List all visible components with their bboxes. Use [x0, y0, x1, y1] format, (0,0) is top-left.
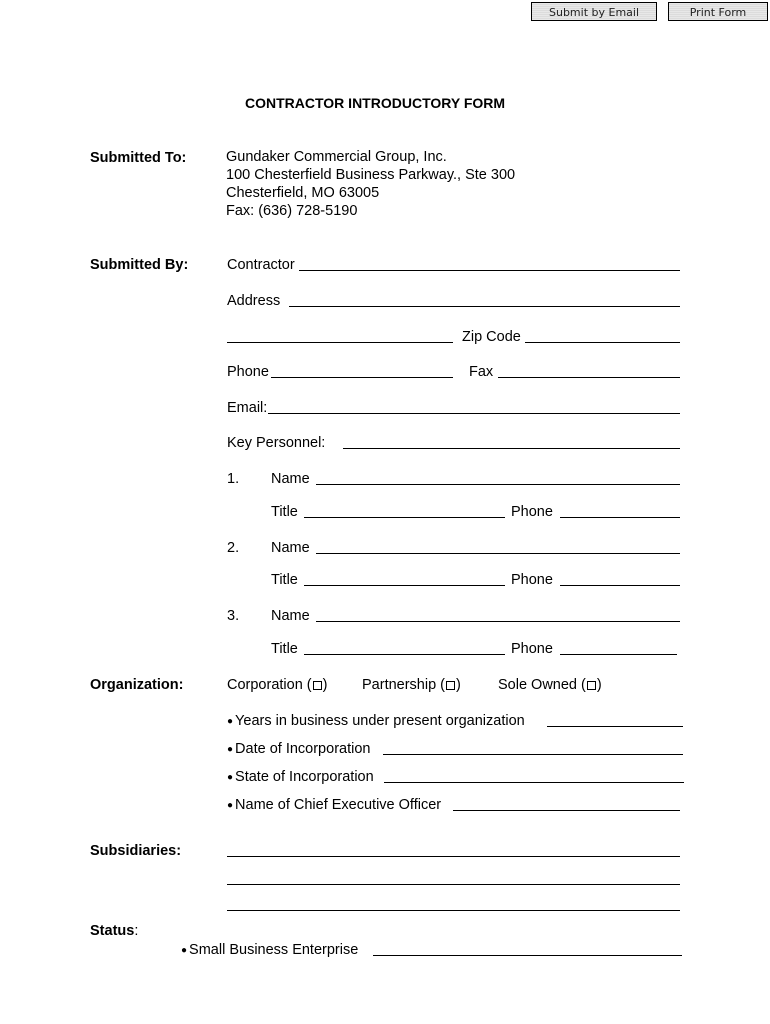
- date-of-incorporation-item: [227, 742, 370, 757]
- personnel-2-title-field[interactable]: [304, 585, 505, 586]
- personnel-3-title-field[interactable]: [304, 654, 505, 655]
- zip-code-label: Zip Code: [462, 329, 521, 345]
- partnership-option-label: Partnership (: [362, 677, 446, 693]
- personnel-title-label: Title: [271, 641, 298, 657]
- fax-label: Fax: [469, 364, 494, 380]
- address-label: Address: [227, 293, 281, 309]
- sole-owned-option-label: Sole Owned (: [498, 677, 586, 693]
- date-of-incorporation-field[interactable]: [383, 754, 683, 755]
- address-field[interactable]: [289, 306, 680, 307]
- email-label: Email:: [227, 400, 268, 416]
- print-form-button[interactable]: Print Form: [668, 2, 768, 21]
- subsidiaries-field-1[interactable]: [227, 856, 680, 857]
- phone-label: Phone: [227, 364, 269, 380]
- personnel-number: 1.: [227, 471, 240, 487]
- submitted-to-label: Submitted To:: [90, 150, 187, 166]
- organization-label: Organization:: [90, 677, 184, 693]
- sole-owned-option: [498, 678, 602, 693]
- contractor-label: Contractor: [227, 257, 295, 273]
- corporation-checkbox[interactable]: [313, 681, 322, 690]
- personnel-phone-label: Phone: [511, 572, 553, 588]
- personnel-name-label: Name: [271, 608, 310, 624]
- contractor-field[interactable]: [299, 270, 680, 271]
- option-close-paren: ): [456, 677, 461, 693]
- subsidiaries-field-3[interactable]: [227, 910, 680, 911]
- personnel-2-phone-field[interactable]: [560, 585, 680, 586]
- option-close-paren: ): [322, 677, 328, 693]
- recipient-company: Gundaker Commercial Group, Inc.: [226, 149, 447, 165]
- personnel-1-name-field[interactable]: [316, 484, 680, 485]
- chief-executive-item: [227, 798, 441, 813]
- personnel-1-phone-field[interactable]: [560, 517, 680, 518]
- sole-owned-checkbox[interactable]: [587, 681, 596, 690]
- personnel-2-name-field[interactable]: [316, 553, 680, 554]
- bullet-icon: ●: [227, 744, 234, 755]
- small-business-field[interactable]: [373, 955, 682, 956]
- submit-by-email-button[interactable]: Submit by Email: [531, 2, 657, 21]
- recipient-city: Chesterfield, MO 63005: [226, 185, 380, 201]
- personnel-title-label: Title: [271, 504, 298, 520]
- personnel-3-name-field[interactable]: [316, 621, 680, 622]
- personnel-phone-label: Phone: [511, 504, 553, 520]
- option-close-paren: ): [596, 677, 602, 693]
- city-state-field[interactable]: [227, 342, 453, 343]
- personnel-1-title-field[interactable]: [304, 517, 505, 518]
- key-personnel-field[interactable]: [343, 448, 680, 449]
- bullet-icon: ●: [227, 800, 234, 811]
- corporation-option: [227, 678, 327, 693]
- status-heading: [90, 924, 138, 939]
- submitted-by-label: Submitted By:: [90, 257, 189, 273]
- recipient-fax: Fax: (636) 728-5190: [226, 203, 358, 219]
- state-of-incorporation-label: State of Incorporation: [235, 769, 374, 785]
- corporation-option-label: Corporation (: [227, 677, 312, 693]
- state-of-incorporation-field[interactable]: [384, 782, 684, 783]
- years-in-business-item: [227, 714, 525, 729]
- state-of-incorporation-item: [227, 770, 374, 785]
- phone-field[interactable]: [271, 377, 453, 378]
- partnership-checkbox[interactable]: [446, 681, 455, 690]
- recipient-street: 100 Chesterfield Business Parkway., Ste 300: [226, 167, 516, 183]
- small-business-label: Small Business Enterprise: [189, 942, 359, 958]
- zip-code-field[interactable]: [525, 342, 680, 343]
- form-title: CONTRACTOR INTRODUCTORY FORM: [245, 95, 506, 111]
- personnel-number: 2.: [227, 540, 240, 556]
- email-field[interactable]: [268, 413, 680, 414]
- personnel-number: 3.: [227, 608, 240, 624]
- small-business-item: [181, 943, 358, 958]
- bullet-icon: ●: [227, 716, 234, 727]
- personnel-title-label: Title: [271, 572, 298, 588]
- date-of-incorporation-label: Date of Incorporation: [235, 741, 371, 757]
- status-label: Status: [90, 923, 135, 939]
- bullet-icon: ●: [181, 945, 188, 956]
- key-personnel-label: Key Personnel:: [227, 435, 326, 451]
- years-in-business-field[interactable]: [547, 726, 683, 727]
- chief-executive-field[interactable]: [453, 810, 680, 811]
- fax-field[interactable]: [498, 377, 680, 378]
- personnel-name-label: Name: [271, 540, 310, 556]
- chief-executive-label: Name of Chief Executive Officer: [235, 797, 442, 813]
- subsidiaries-field-2[interactable]: [227, 884, 680, 885]
- personnel-name-label: Name: [271, 471, 310, 487]
- personnel-3-phone-field[interactable]: [560, 654, 677, 655]
- subsidiaries-label: Subsidiaries:: [90, 843, 182, 859]
- personnel-phone-label: Phone: [511, 641, 553, 657]
- status-colon: :: [134, 923, 139, 939]
- partnership-option: [362, 678, 461, 693]
- bullet-icon: ●: [227, 772, 234, 783]
- years-in-business-label: Years in business under present organization: [235, 713, 525, 729]
